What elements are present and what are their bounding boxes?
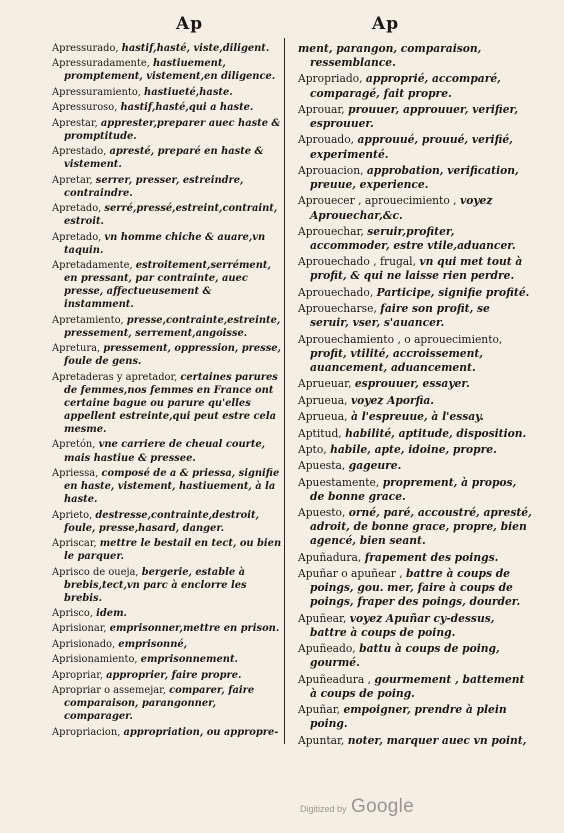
entry-definition: idem. xyxy=(96,608,127,620)
entry-definition: emprisonner,mettre en prison. xyxy=(109,623,280,635)
entry-headword: Aprestar, xyxy=(52,117,101,129)
entry-definition: vn qui met tout à profit, & qui ne laisse rien perdre. xyxy=(310,255,523,283)
entry-definition: hastiuement, promptement, vistement,en diligence. xyxy=(64,58,276,83)
right-running-head: Ap xyxy=(372,14,400,34)
dictionary-entry xyxy=(52,566,282,605)
dictionary-entry xyxy=(52,653,282,666)
dictionary-entry xyxy=(52,259,282,311)
dictionary-entry xyxy=(298,133,532,161)
entry-headword: Aprisco de oueja, xyxy=(52,566,142,578)
entry-definition: appropriation, ou appropre- xyxy=(123,726,279,738)
entry-definition: prouuer, approuuer, verifier, esprouuer. xyxy=(310,102,519,131)
entry-headword: Aprisionar, xyxy=(52,623,110,635)
entry-headword: Aprisionado, xyxy=(52,638,119,650)
digitized-label: Digitized by xyxy=(300,804,347,814)
entry-definition: gageure. xyxy=(348,459,402,473)
entry-definition: pressement, oppression, presse, foule de gens. xyxy=(64,343,281,368)
entry-headword: Aprouechado , frugal, xyxy=(298,255,420,269)
entry-headword: Apuñear, xyxy=(298,611,350,625)
dictionary-entry xyxy=(298,642,532,670)
dictionary-entry xyxy=(52,438,282,464)
entry-headword: Apuestamente, xyxy=(298,475,383,489)
left-running-head: Ap xyxy=(176,14,204,34)
entry-headword: Aprisco, xyxy=(52,608,97,620)
right-column xyxy=(298,42,532,750)
entry-headword: Apto, xyxy=(298,442,331,456)
entry-headword: Apuñar o apuñear , xyxy=(298,567,407,581)
entry-headword: Aprouecharse, xyxy=(298,302,381,316)
entry-definition: approprié, accomparé, comparagé, fait propre. xyxy=(310,72,501,100)
dictionary-entry xyxy=(298,164,532,192)
entry-definition: faire son profit, se seruir, vser, s'auancer. xyxy=(310,302,490,330)
entry-headword: Apretón, xyxy=(52,439,99,451)
entry-definition: approprier, faire propre. xyxy=(106,669,242,681)
dictionary-entry xyxy=(298,427,532,441)
dictionary-entry xyxy=(298,103,532,131)
entry-headword: Apretado, xyxy=(52,231,105,243)
dictionary-entry xyxy=(298,42,532,70)
entry-headword: Apuñar, xyxy=(298,703,344,717)
entry-definition: voyez Apuñar cy-dessus, battre à coups de poing. xyxy=(310,611,495,639)
dictionary-entry xyxy=(298,476,532,504)
entry-headword: Apuesta, xyxy=(298,459,349,473)
entry-definition: estroitement,serrément, en pressant, par contrainte, auec presse, affectueusement & instamment. xyxy=(64,260,271,311)
entry-headword: Apretadamente, xyxy=(52,260,136,272)
left-column xyxy=(52,42,282,741)
entry-headword: Apuñeadura , xyxy=(298,672,375,686)
dictionary-entry xyxy=(298,302,532,330)
entry-definition: apresté, preparé en haste & vistement. xyxy=(64,146,264,171)
dictionary-entry xyxy=(298,377,532,391)
entry-headword: Apretura, xyxy=(52,343,104,355)
dictionary-entry xyxy=(52,607,282,620)
dictionary-entry xyxy=(298,225,532,253)
entry-headword: Apuesto, xyxy=(298,506,349,520)
entry-headword: Apuñeado, xyxy=(298,642,360,656)
dictionary-entry xyxy=(52,57,282,83)
entry-headword: Aprouado, xyxy=(298,133,358,147)
entry-headword: Aprueua, xyxy=(298,393,351,407)
entry-definition: destresse,contrainte,destroit, foule, presse,hasard, danger. xyxy=(64,509,260,534)
dictionary-entry xyxy=(52,467,282,506)
dictionary-entry xyxy=(52,86,282,99)
entry-definition: ment, parangon, comparaison, ressemblance. xyxy=(298,42,482,70)
entry-definition: composé de a & priessa, signifie en haste, vistement, hastiuement, à la haste. xyxy=(64,467,280,506)
dictionary-entry xyxy=(298,194,532,222)
entry-definition: certaines parures de femmes,nos femmes en France ont certaine bague ou parure qu'elles appellent estreinte,qui peut estre cela mesme. xyxy=(64,371,278,436)
entry-headword: Aprueuar, xyxy=(298,377,355,391)
dictionary-entry xyxy=(52,314,282,340)
entry-definition: esprouuer, essayer. xyxy=(354,377,470,391)
entry-definition: emprisonné, xyxy=(118,638,188,650)
entry-definition: apprester,preparer auec haste & promptitude. xyxy=(64,117,281,142)
entry-definition: battre à coups de poings, gou. mer, faire à coups de poings, fraper des poings, dourder. xyxy=(310,567,521,609)
entry-headword: Apressuroso, xyxy=(52,102,121,114)
entry-definition: proprement, à propos, de bonne grace. xyxy=(310,475,517,503)
entry-definition: vn homme chiche & auare,vn taquin. xyxy=(64,231,266,256)
entry-headword: Apriscar, xyxy=(52,538,100,550)
entry-headword: Apuntar, xyxy=(298,733,348,747)
dictionary-entry xyxy=(298,551,532,565)
entry-definition: emprisonnement. xyxy=(140,654,238,666)
entry-headword: Aprouar, xyxy=(298,102,349,116)
dictionary-entry xyxy=(52,342,282,368)
entry-headword: Aptitud, xyxy=(298,426,346,440)
dictionary-entry xyxy=(298,612,532,640)
dictionary-entry xyxy=(52,638,282,651)
entry-headword: Apriessa, xyxy=(52,467,102,479)
entry-definition: seruir,profiter, accommoder, estre vtile,aduancer. xyxy=(310,224,516,252)
dictionary-entry xyxy=(52,145,282,171)
entry-headword: Apropriar, xyxy=(52,669,107,681)
entry-headword: Apropriar o assemejar, xyxy=(52,685,170,697)
entry-definition: approuué, prouué, verifié, experimenté. xyxy=(310,133,513,161)
entry-definition: mettre le bestail en tect, ou bien le parquer. xyxy=(64,538,282,563)
entry-headword: Apretaderas y apretador, xyxy=(52,371,181,383)
entry-headword: Apressurado, xyxy=(52,43,122,54)
dictionary-entry xyxy=(52,684,282,723)
entry-definition: battu à coups de poing, gourmé. xyxy=(310,642,500,670)
dictionary-entry xyxy=(298,394,532,408)
entry-definition: comparer, faire comparaison, parangonner, comparager. xyxy=(64,685,255,723)
entry-definition: hastiueté,haste. xyxy=(144,86,233,98)
entry-definition: noter, marquer auec vn point, xyxy=(347,733,527,747)
entry-headword: Apressuramiento, xyxy=(52,86,145,98)
dictionary-entry xyxy=(52,117,282,143)
dictionary-entry xyxy=(52,509,282,535)
entry-definition: bergerie, estable à brebis,tect,vn parc à enclorre les brebis. xyxy=(64,566,247,604)
column-divider xyxy=(284,38,285,744)
google-logo: Google xyxy=(350,796,415,817)
entry-definition: empoigner, prendre à plein poing. xyxy=(310,703,507,731)
entry-headword: Aprestado, xyxy=(52,146,110,158)
entry-definition: frapement des poings. xyxy=(364,550,499,564)
entry-headword: Aprouechar, xyxy=(298,224,368,238)
entry-definition: hastif,hasté, viste,diligent. xyxy=(121,43,270,54)
dictionary-entry xyxy=(298,333,532,375)
entry-headword: Aprieto, xyxy=(52,509,96,521)
entry-headword: Aprisionamiento, xyxy=(52,654,141,666)
entry-headword: Apuñadura, xyxy=(298,550,365,564)
dictionary-entry xyxy=(52,231,282,257)
entry-definition: presse,contrainte,estreinte, pressement, serrement,angoisse. xyxy=(64,314,281,339)
dictionary-entry xyxy=(52,669,282,682)
entry-headword: Aprouechado, xyxy=(298,285,377,299)
entry-headword: Apropriado, xyxy=(298,72,366,86)
entry-definition: voyez Aprouechar,&c. xyxy=(310,194,493,222)
entry-headword: Aprueua, xyxy=(298,410,351,424)
entry-headword: Aprouacion, xyxy=(298,163,367,177)
dictionary-entry xyxy=(298,567,532,609)
entry-definition: hastif,hasté,qui a haste. xyxy=(120,102,254,114)
dictionary-entry xyxy=(298,255,532,283)
entry-definition: orné, paré, accoustré, apresté, adroit, de bonne grace, propre, bien agencé, bien seant. xyxy=(310,506,532,548)
dictionary-entry xyxy=(52,537,282,563)
dictionary-entry xyxy=(298,443,532,457)
entry-definition: gourmement , battement à coups de poing. xyxy=(310,672,525,700)
entry-definition: vne carriere de cheual courte, mais hastiue & pressee. xyxy=(64,439,266,464)
dictionary-entry xyxy=(298,286,532,300)
dictionary-entry xyxy=(52,42,282,55)
dictionary-entry xyxy=(298,410,532,424)
dictionary-entry xyxy=(298,734,532,748)
dictionary-entry xyxy=(52,726,282,739)
entry-headword: Apretado, xyxy=(52,203,105,215)
dictionary-entry xyxy=(52,202,282,228)
entry-headword: Apretar, xyxy=(52,174,96,186)
dictionary-entry xyxy=(298,703,532,731)
dictionary-entry xyxy=(52,622,282,635)
dictionary-entry xyxy=(298,673,532,701)
digitized-watermark xyxy=(300,796,414,818)
dictionary-entry xyxy=(298,506,532,548)
entry-headword: Apressuradamente, xyxy=(52,58,153,70)
entry-definition: habilité, aptitude, disposition. xyxy=(345,426,527,440)
entry-definition: à l'espreuue, à l'essay. xyxy=(350,410,484,424)
entry-definition: habile, apte, idoine, propre. xyxy=(330,442,497,456)
dictionary-entry xyxy=(52,101,282,114)
entry-definition: serré,pressé,estreint,contraint, estroit. xyxy=(64,203,278,228)
entry-definition: voyez Aporfia. xyxy=(350,393,435,407)
entry-headword: Aprouecer , aprouecimiento , xyxy=(298,194,460,208)
entry-headword: Apretamiento, xyxy=(52,314,127,326)
entry-definition: serrer, presser, estreindre, contraindre. xyxy=(64,174,244,199)
dictionary-entry xyxy=(52,174,282,200)
dictionary-entry xyxy=(298,72,532,100)
entry-headword: Apropriacion, xyxy=(52,726,124,738)
entry-definition: approbation, verification, preuue, experience. xyxy=(310,163,519,192)
dictionary-entry xyxy=(52,371,282,436)
dictionary-entry xyxy=(298,459,532,473)
entry-definition: profit, vtilité, accroissement, auancement, aduancement. xyxy=(310,346,484,374)
entry-headword: Aprouechamiento , o aprouecimiento, xyxy=(298,332,503,346)
entry-definition: Participe, signifie profité. xyxy=(376,285,530,299)
